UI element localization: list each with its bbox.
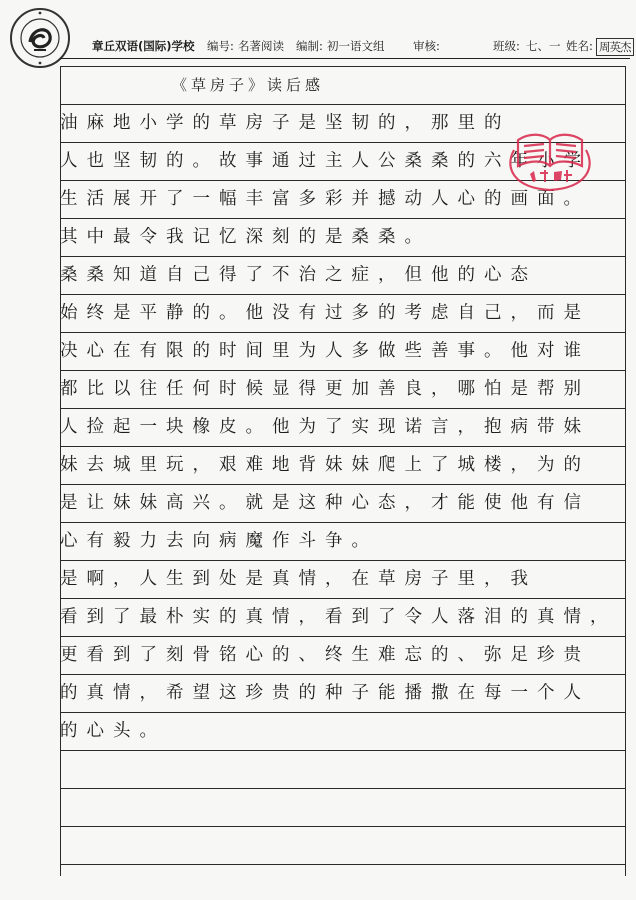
review-label: 审核: — [413, 39, 440, 53]
header-divider — [60, 58, 630, 59]
essay-title: 《草房子》读后感 — [172, 76, 325, 94]
essay-line: 都比以往任何时候显得更加善良，哪怕是帮别 — [60, 379, 590, 399]
essay-line: 的真情，希望这珍贵的种子能播撒在每一个人 — [60, 683, 590, 703]
essay-line: 油麻地小学的草房子是坚韧的，那里的 — [60, 113, 511, 133]
essay-line: 桑桑知道自己得了不治之症，但他的心态 — [60, 265, 537, 285]
student-name: 周英杰 — [596, 38, 634, 56]
essay-line: 人捡起一块橡皮。他为了实现诺言，抱病带妹 — [60, 417, 590, 437]
code-value: 名著阅读 — [238, 39, 284, 53]
school-name: 章丘双语(国际)学校 — [92, 39, 195, 53]
editor-value: 初一语文组 — [327, 39, 385, 53]
essay-line: 人也坚韧的。故事通过主人公桑桑的六年小学 — [60, 151, 590, 171]
essay-line: 心有毅力去向病魔作斗争。 — [60, 531, 378, 551]
essay-line: 看到了最朴实的真情，看到了令人落泪的真情， — [60, 607, 617, 627]
class-value: 七、一 — [526, 39, 561, 53]
name-label: 姓名: — [566, 39, 593, 53]
essay-line: 其中最令我记忆深刻的是桑桑。 — [60, 227, 431, 247]
essay-line: 决心在有限的时间里为人多做些善事。他对谁 — [60, 341, 590, 361]
editor-label: 编制: — [296, 39, 323, 53]
essay-line: 的心头。 — [60, 721, 166, 741]
class-label: 班级: — [493, 39, 520, 53]
essay-line: 是啊，人生到处是真情，在草房子里，我 — [60, 569, 537, 589]
worksheet-header — [0, 38, 636, 58]
code-label: 编号: — [207, 39, 234, 53]
essay-line: 是让妹妹高兴。就是这种心态，才能使他有信 — [60, 493, 590, 513]
excellent-homework-stamp-icon — [500, 110, 600, 196]
essay-line: 更看到了刻骨铭心的、终生难忘的、弥足珍贵 — [60, 645, 590, 665]
essay-line: 始终是平静的。他没有过多的考虑自己，而是 — [60, 303, 590, 323]
essay-line: 生活展开了一幅丰富多彩并撼动人心的画面。 — [60, 189, 590, 209]
essay-line: 妹去城里玩，艰难地背妹妹爬上了城楼，为的 — [60, 455, 590, 475]
